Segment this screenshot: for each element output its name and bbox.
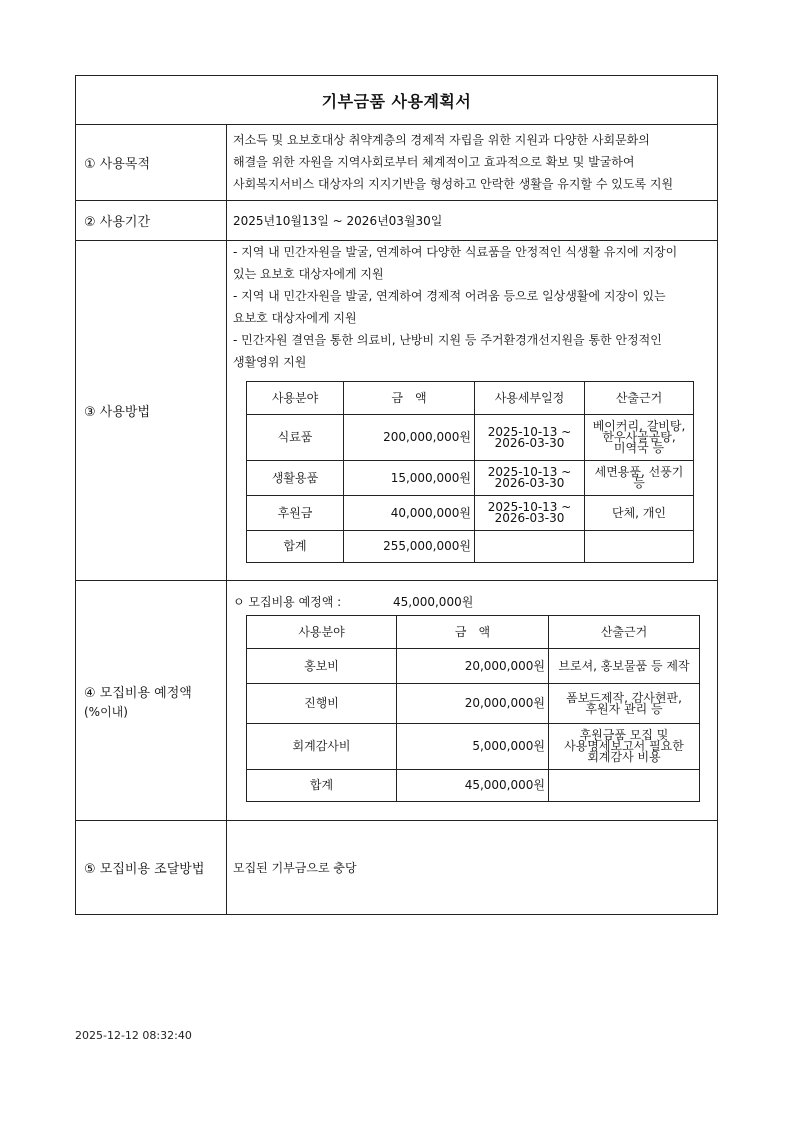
table-header: 금 액 (344, 382, 475, 415)
table-row (247, 684, 700, 724)
funding-label: ⑤ 모집비용 조달방법 (76, 821, 227, 914)
raising-cost-content (227, 581, 717, 820)
table-header-row (247, 616, 700, 649)
table-header: 산출근거 (549, 616, 700, 649)
usage-table (246, 381, 694, 563)
amount-cell: 200,000,000원 (344, 415, 475, 461)
basis-cell: 브로셔, 홍보물품 등 제작 (549, 649, 700, 684)
field-cell: 홍보비 (247, 649, 397, 684)
table-header: 사용세부일정 (475, 382, 585, 415)
table-row (247, 649, 700, 684)
field-cell: 후원금 (247, 496, 344, 531)
table-header: 사용분야 (247, 382, 344, 415)
field-cell: 회계감사비 (247, 724, 397, 770)
method-label: ③ 사용방법 (76, 241, 227, 580)
raising-cost-sublabel: (%이내) (84, 704, 128, 719)
field-cell: 진행비 (247, 684, 397, 724)
purpose-line: 저소득 및 요보호대상 취약계층의 경제적 자립을 위한 지원과 다양한 사회문화의 (233, 133, 650, 147)
purpose-row (76, 125, 717, 201)
document-title: 기부금품 사용계획서 (76, 76, 717, 125)
raising-cost-row (76, 581, 717, 821)
purpose-line: 해결을 위한 자원을 지역사회로부터 체계적이고 효과적으로 확보 및 발굴하여 (233, 155, 635, 169)
field-cell: 생활용품 (247, 461, 344, 496)
amount-cell: 45,000,000원 (397, 770, 549, 802)
table-row (247, 496, 694, 531)
amount-cell: 15,000,000원 (344, 461, 475, 496)
purpose-text (227, 125, 717, 200)
method-line: 요보호 대상자에게 지원 (233, 311, 357, 325)
amount-cell: 5,000,000원 (397, 724, 549, 770)
basis-cell (585, 531, 694, 563)
method-content (227, 241, 717, 580)
method-line: - 지역 내 민간자원을 발굴, 연계하여 경제적 어려움 등으로 일상생활에 지장이 있는 (233, 289, 666, 303)
basis-cell: 후원금품 모집 및 사용명세보고서 필요한 회계감사 비용 (549, 724, 700, 770)
period-value: 2025년10월13일 ~ 2026년03월30일 (233, 213, 443, 228)
estimate-label: ㅇ 모집비용 예정액 : (233, 595, 342, 609)
table-header: 사용분야 (247, 616, 397, 649)
print-timestamp: 2025-12-12 08:32:40 (75, 1029, 192, 1042)
field-cell: 합계 (247, 531, 344, 563)
basis-cell (549, 770, 700, 802)
basis-cell: 폼보드제작, 감사현판, 후원자 관리 등 (549, 684, 700, 724)
amount-cell: 20,000,000원 (397, 684, 549, 724)
basis-cell: 베이커리, 갈비탕, 한우사골곰탕, 미역국 등 (585, 415, 694, 461)
table-header-row (247, 382, 694, 415)
basis-cell: 단체, 개인 (585, 496, 694, 531)
funding-row (76, 821, 717, 914)
purpose-label: ① 사용목적 (76, 125, 227, 200)
period-row (76, 201, 717, 241)
method-line: - 민간자원 결연을 통한 의료비, 난방비 지원 등 주거환경개선지원을 통한 안정적인 (233, 333, 662, 347)
method-row (76, 241, 717, 581)
purpose-line: 사회복지서비스 대상자의 지지기반을 형성하고 안락한 생활을 유지할 수 있도록 지원 (233, 177, 674, 191)
method-line: 있는 요보호 대상자에게 지원 (233, 267, 384, 281)
table-row (247, 461, 694, 496)
table-total-row (247, 770, 700, 802)
estimate-line (233, 591, 711, 613)
plan-document (75, 75, 718, 915)
schedule-cell: 2025-10-13 ~ 2026-03-30 (475, 496, 585, 531)
table-header: 금 액 (397, 616, 549, 649)
table-total-row (247, 531, 694, 563)
method-line: 생활영위 지원 (233, 355, 307, 369)
period-label: ② 사용기간 (76, 201, 227, 240)
schedule-cell (475, 531, 585, 563)
estimate-value: 45,000,000원 (393, 595, 474, 609)
field-cell: 합계 (247, 770, 397, 802)
table-header: 산출근거 (585, 382, 694, 415)
raising-cost-label: ④ 모집비용 예정액 (%이내) (76, 581, 227, 820)
funding-value: 모집된 기부금으로 충당 (233, 860, 357, 875)
method-line: - 지역 내 민간자원을 발굴, 연계하여 다양한 식료품을 안정적인 식생활 유지에 지장이 (233, 245, 678, 259)
table-row (247, 415, 694, 461)
schedule-cell: 2025-10-13 ~ 2026-03-30 (475, 415, 585, 461)
amount-cell: 40,000,000원 (344, 496, 475, 531)
amount-cell: 20,000,000원 (397, 649, 549, 684)
field-cell: 식료품 (247, 415, 344, 461)
basis-cell: 세면용품, 선풍기 등 (585, 461, 694, 496)
cost-table (246, 615, 700, 802)
table-row (247, 724, 700, 770)
schedule-cell: 2025-10-13 ~ 2026-03-30 (475, 461, 585, 496)
amount-cell: 255,000,000원 (344, 531, 475, 563)
